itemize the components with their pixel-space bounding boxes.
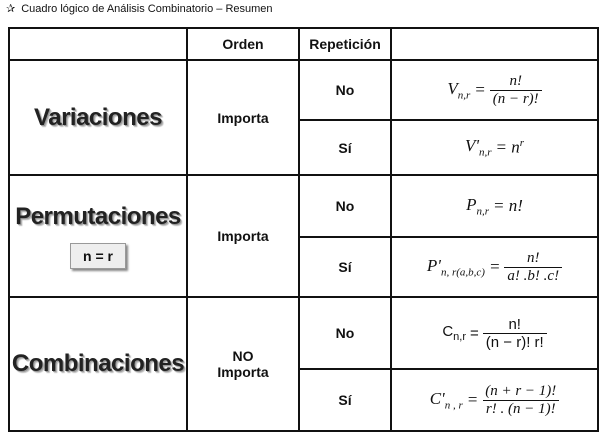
combinaciones-orden: NO Importa	[187, 297, 299, 431]
combinaciones-rep-si: Sí	[299, 369, 391, 431]
header-row	[9, 28, 598, 60]
permutaciones-orden: Importa	[187, 175, 299, 297]
star-icon: ✰	[6, 3, 16, 15]
formula-permutaciones: $P_{n,r}$ = n!	[391, 175, 598, 237]
document-title	[6, 2, 273, 15]
header-formula	[391, 28, 598, 60]
permutaciones-rep-si: Sí	[299, 237, 391, 297]
combinatorics-table	[8, 27, 599, 432]
combinaciones-row-no	[9, 297, 598, 369]
combinaciones-label: Combinaciones	[9, 297, 187, 431]
formula-variaciones-rep: $V'_{n,r}$ = $n^r$	[391, 120, 598, 175]
permutaciones-row-no	[9, 175, 598, 237]
header-orden: Orden	[187, 28, 299, 60]
combinaciones-rep-no: No	[299, 297, 391, 369]
variaciones-rep-si: Sí	[299, 120, 391, 175]
variaciones-rep-no: No	[299, 60, 391, 120]
title-text: Cuadro lógico de Análisis Combinatorio – Resumen	[21, 3, 273, 15]
header-blank	[9, 28, 187, 60]
formula-combinaciones: $C_{n,r}$ = $\frac{n!}{(n - r)! r!}$	[391, 297, 598, 369]
permutaciones-label: Permutaciones n = r	[9, 175, 187, 297]
formula-variaciones: $V_{n,r}$ = $\frac{n!}{(n - r)!}$	[391, 60, 598, 120]
header-repeticion: Repetición	[299, 28, 391, 60]
formula-permutaciones-rep: $P'_{n, r(a,b,c)}$ = $\frac{n!}{a! .b! .c!}$	[391, 237, 598, 297]
variaciones-orden: Importa	[187, 60, 299, 175]
n-equals-r-badge: n = r	[70, 243, 126, 269]
formula-combinaciones-rep: $C'_{n , r}$ = $\frac{(n + r - 1)!}{r! . (n - 1)!}$	[391, 369, 598, 431]
variaciones-row-no	[9, 60, 598, 120]
permutaciones-rep-no: No	[299, 175, 391, 237]
variaciones-label: Variaciones	[9, 60, 187, 175]
